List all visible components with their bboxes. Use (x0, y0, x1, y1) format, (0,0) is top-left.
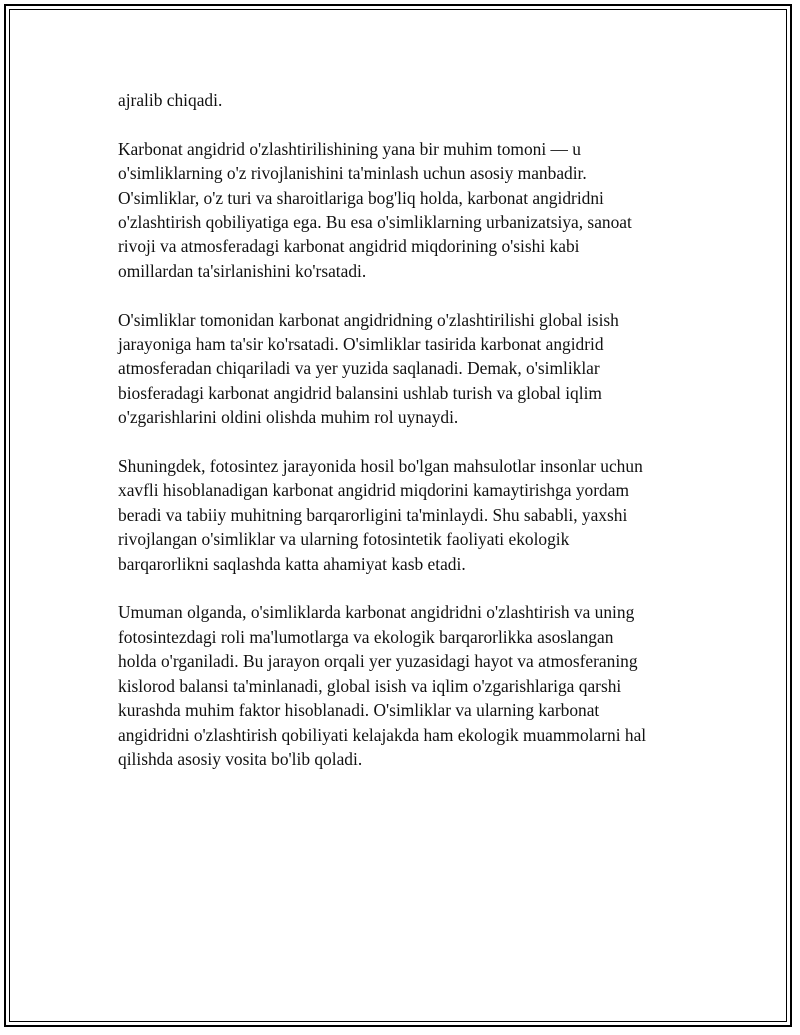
paragraph-4: Shuningdek, fotosintez jarayonida hosil bo'lgan mahsulotlar insonlar uchun xavfli hisoblanadigan karbonat angidrid miqdorini kamaytirishga yordam beradi va tabiiy muhitning barqarorligini ta'minlaydi. Shu sababli, yaxshi rivojlangan o'simliklar va ularning fotosintetik faoliyati ekologik barqarorlikni saqlashda katta ahamiyat kasb etadi. (118, 456, 643, 574)
paragraph-2: Karbonat angidrid o'zlashtirilishining yana bir muhim tomoni — u o'simliklarning o'z rivojlanishini ta'minlash uchun asosiy manbadir. O'simliklar, o'z turi va sharoitlariga bog'liq holda, karbonat angidridni o'zlashtirish qobiliyatiga ega. Bu esa o'simliklarning urbanizatsiya, sanoat rivoji va atmosferadagi karbonat angidrid miqdorining o'sishi kabi omillardan ta'sirlanishini ko'rsatadi. (118, 138, 632, 281)
paragraph-3: O'simliklar tomonidan karbonat angidridning o'zlashtirilishi global isish jarayoniga ham ta'sir ko'rsatadi. O'simliklar tasirida karbonat angidrid atmosferadan chiqariladi va yer yuzida saqlanadi. Demak, o'simliklar biosferadagi karbonat angidrid balansini ushlab turish va global iqlim o'zgarishlarini oldini olishda muhim rol uynaydi. (118, 309, 619, 428)
document-body (118, 88, 678, 796)
paragraph-1: ajralib chiqadi. (118, 90, 223, 110)
paragraph-5: Umuman olganda, o'simliklarda karbonat angidridni o'zlashtirish va uning fotosintezdagi roli ma'lumotlarga va ekologik barqarorlikka asoslangan holda o'rganiladi. Bu jarayon orqali yer yuzasidagi hayot va atmosferaning kislorod balansi ta'minlanadi, global isish va iqlim o'zgarishlariga qarshi kurashda muhim faktor hisoblanadi. O'simliklar va ularning karbonat angidridni o'zlashtirish qobiliyati kelajakda ham ekologik muammolarni hal qilishda asosiy vosita bo'lib qoladi. (118, 602, 647, 769)
